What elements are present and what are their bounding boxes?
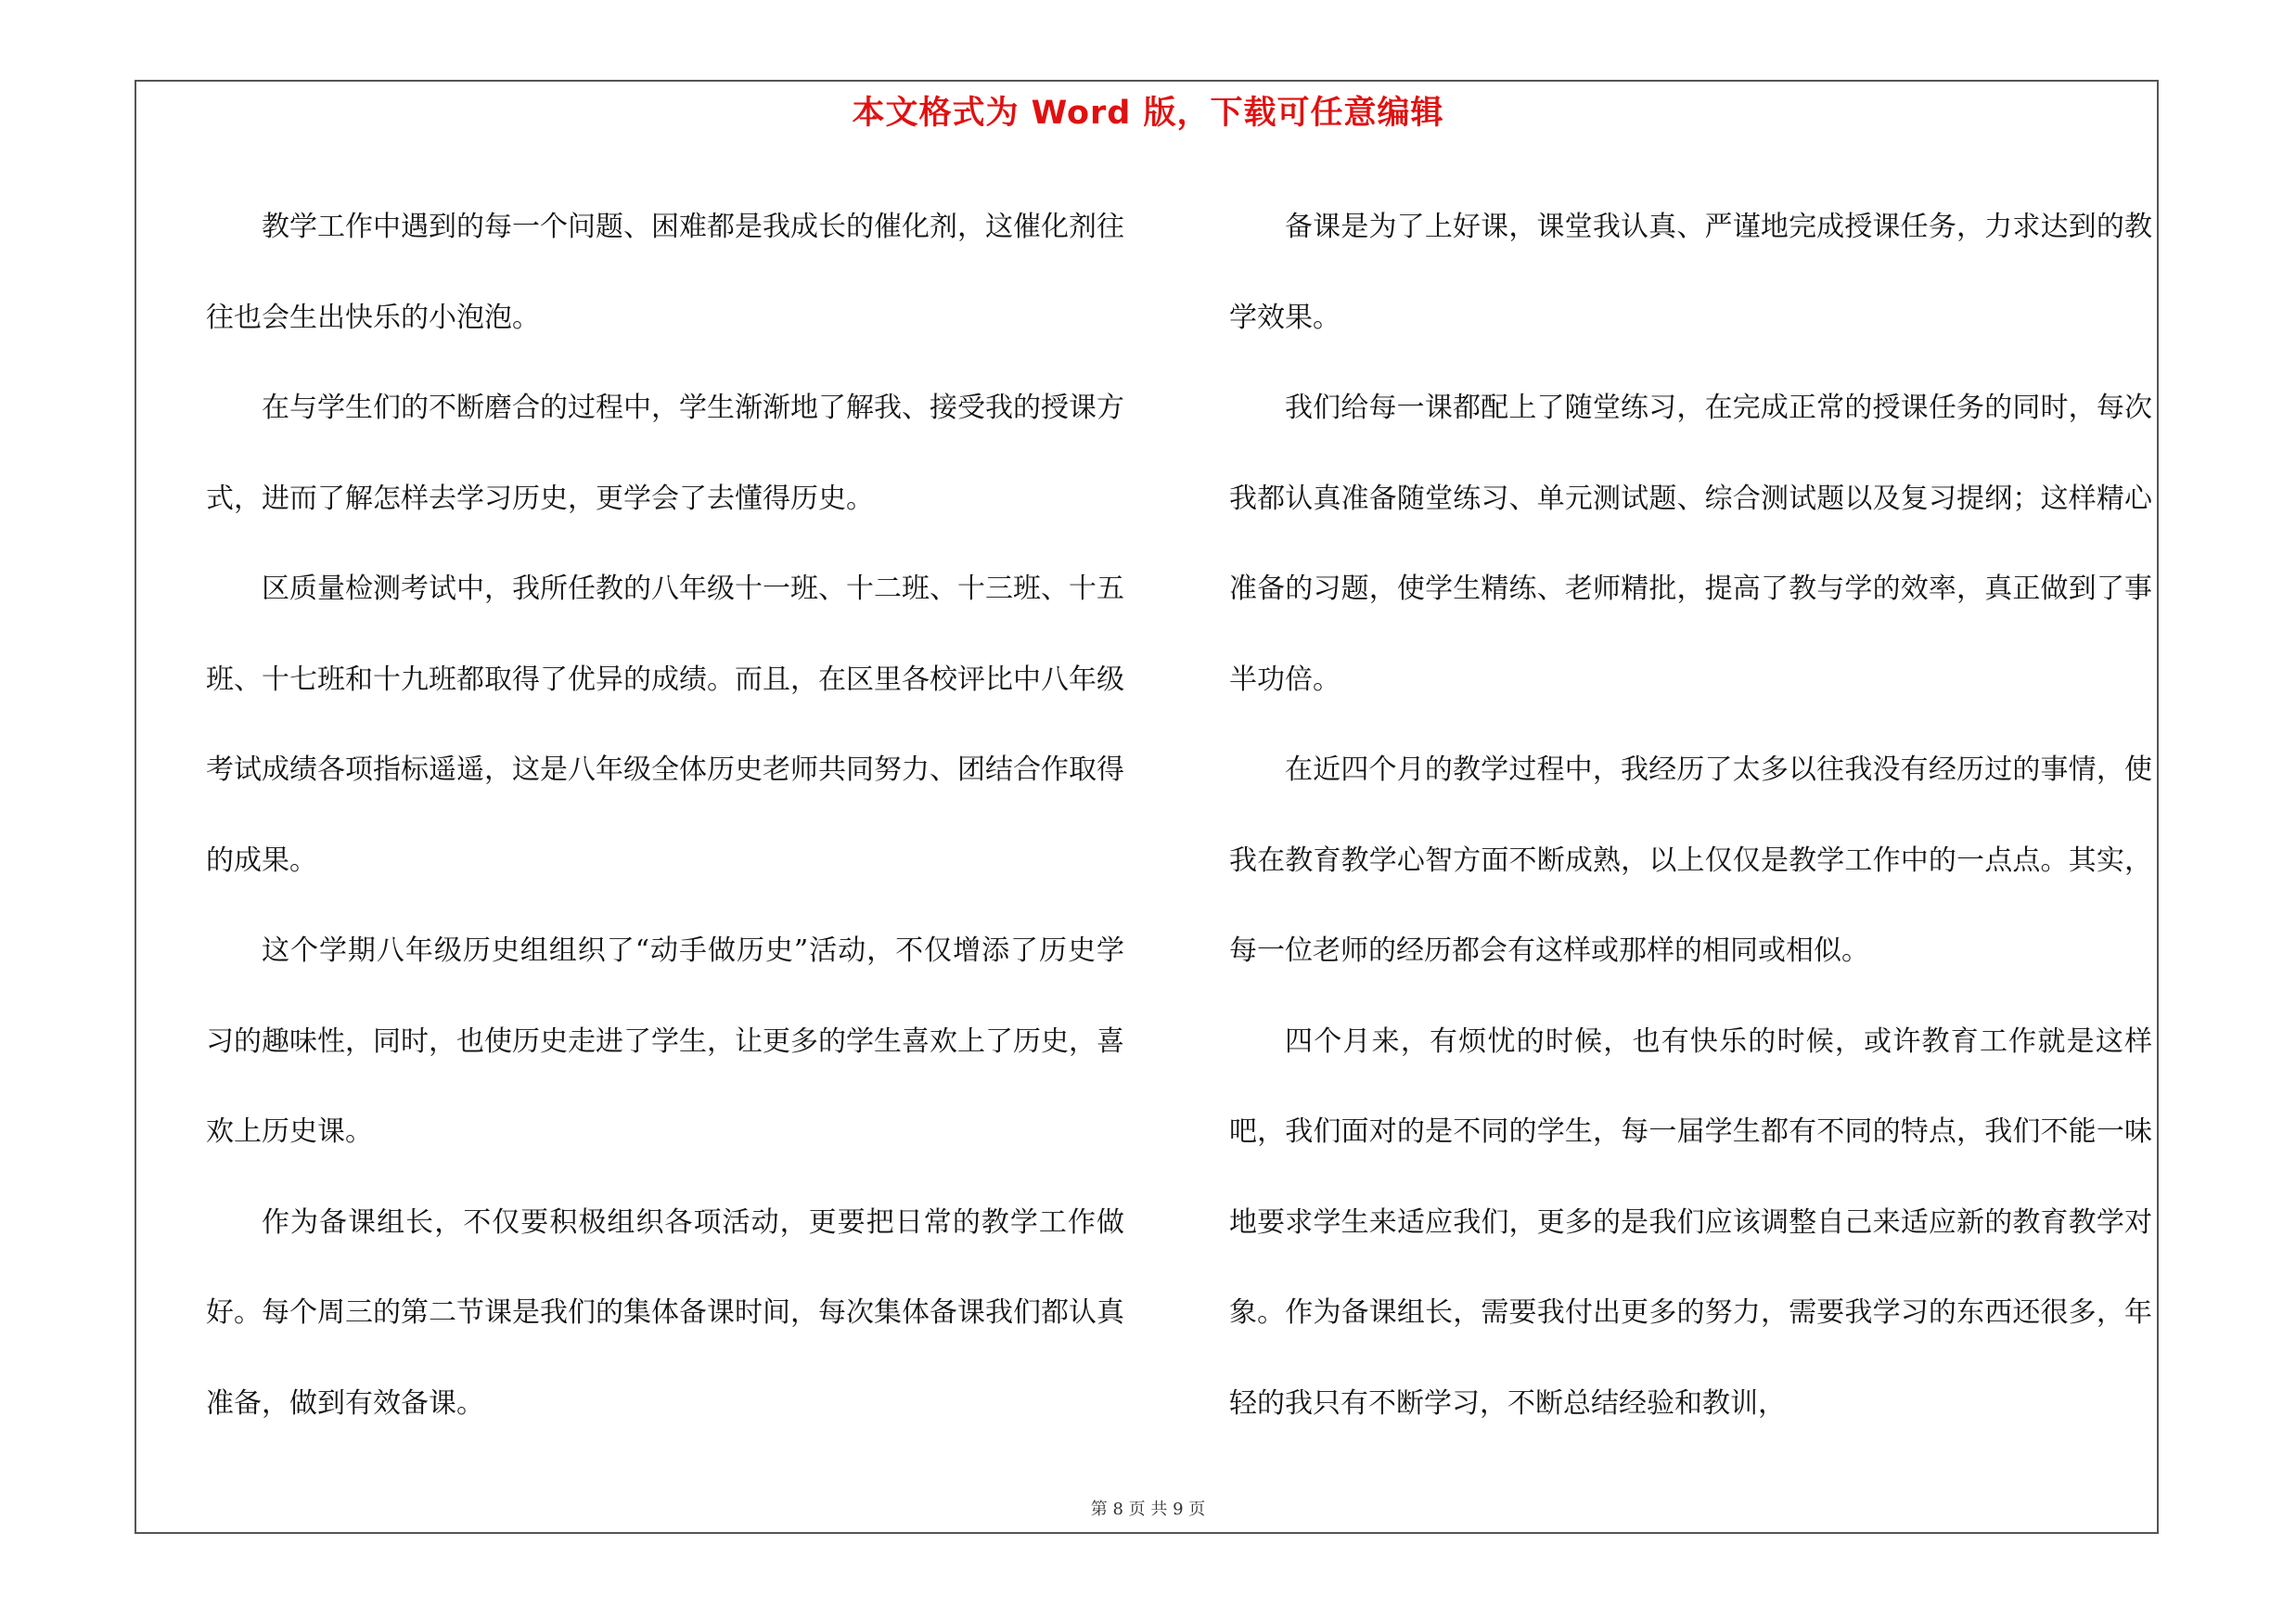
paragraph: 在与学生们的不断磨合的过程中，学生渐渐地了解我、接受我的授课方式，进而了解怎样去学习历史，更学会了去懂得历史。: [206, 392, 1124, 515]
header-banner: 本文格式为 Word 版，下载可任意编辑: [852, 95, 1444, 132]
page-footer: 第 8 页 共 9 页: [1090, 1500, 1206, 1519]
paragraph: 这个学期八年级历史组组织了“动手做历史”活动，不仅增添了历史学习的趣味性，同时，也使历史走进了学生，让更多的学生喜欢上了历史，喜欢上历史课。: [206, 934, 1124, 1148]
right-column: [1229, 182, 2152, 1449]
paragraph: 备课是为了上好课，课堂我认真、严谨地完成授课任务，力求达到的教学效果。: [1229, 211, 2152, 334]
left-column: [206, 182, 1124, 1449]
paragraph: 我们给每一课都配上了随堂练习，在完成正常的授课任务的同时，每次我都认真准备随堂练习、单元测试题、综合测试题以及复习提纲；这样精心准备的习题，使学生精练、老师精批，提高了教与学的效率，真正做到了事半功倍。: [1229, 392, 2152, 696]
paragraph: 在近四个月的教学过程中，我经历了太多以往我没有经历过的事情，使我在教育教学心智方面不断成熟，以上仅仅是教学工作中的一点点。其实，每一位老师的经历都会有这样或那样的相同或相似。: [1229, 754, 2152, 967]
paragraph: 四个月来，有烦忧的时候，也有快乐的时候，或许教育工作就是这样吧，我们面对的是不同的学生，每一届学生都有不同的特点，我们不能一味地要求学生来适应我们，更多的是我们应该调整自己来适应新的教育教学对象。作为备课组长，需要我付出更多的努力，需要我学习的东西还很多，年轻的我只有不断学习，不断总结经验和教训，: [1229, 1024, 2152, 1420]
paragraph: 区质量检测考试中，我所任教的八年级十一班、十二班、十三班、十五班、十七班和十九班都取得了优异的成绩。而且，在区里各校评比中八年级考试成绩各项指标遥遥，这是八年级全体历史老师共同努力、团结合作取得的成果。: [206, 573, 1124, 877]
paragraph: 作为备课组长，不仅要积极组织各项活动，更要把日常的教学工作做好。每个周三的第二节课是我们的集体备课时间，每次集体备课我们都认真准备，做到有效备课。: [206, 1205, 1124, 1420]
paragraph: 教学工作中遇到的每一个问题、困难都是我成长的催化剂，这催化剂往往也会生出快乐的小泡泡。: [206, 211, 1124, 334]
